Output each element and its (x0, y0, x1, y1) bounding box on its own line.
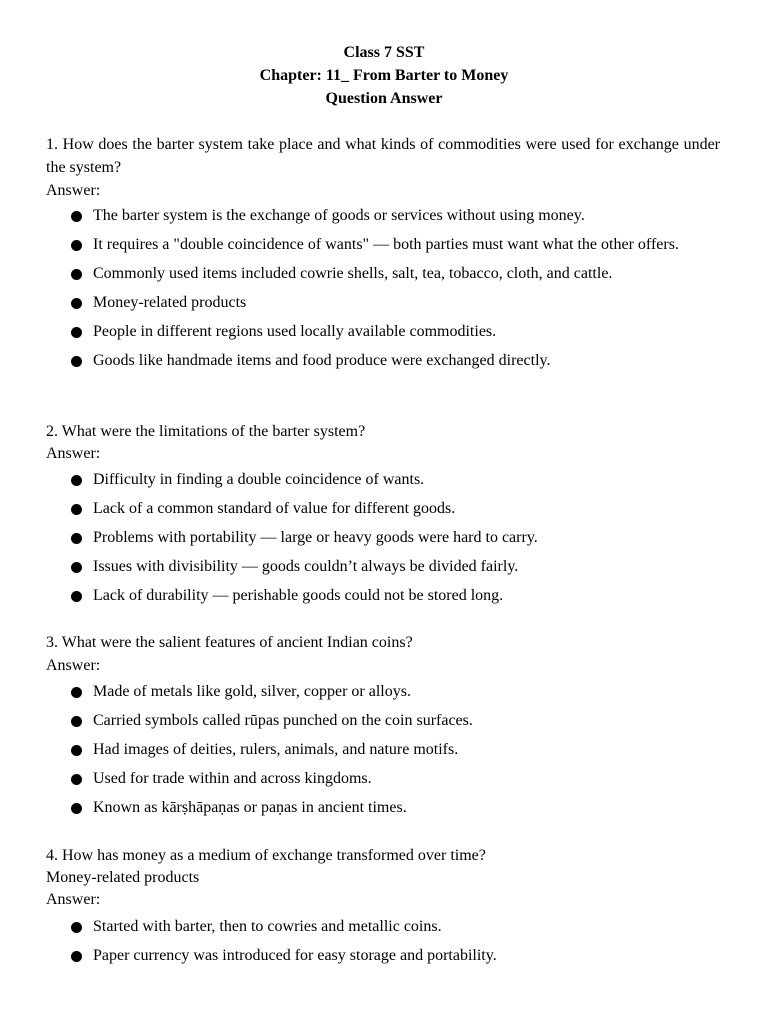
answer-list-3 (70, 680, 720, 825)
bullet-icon (71, 240, 82, 251)
bullet-icon (71, 475, 82, 486)
bullet-icon (71, 327, 82, 338)
bullet-icon (71, 716, 82, 727)
list-item: Lack of a common standard of value for different goods. (70, 497, 720, 521)
bullet-icon (71, 591, 82, 602)
list-item: It requires a "double coincidence of wants" — both parties must want what the other offers. (70, 233, 720, 257)
document-title: Class 7 SST (343, 44, 425, 61)
list-item: Paper currency was introduced for easy storage and portability. (70, 944, 720, 968)
answer-label-1: Answer: (46, 182, 101, 199)
list-item: Carried symbols called rūpas punched on the coin surfaces. (70, 709, 720, 733)
list-item: The barter system is the exchange of goods or services without using money. (70, 204, 720, 228)
chapter-title: Chapter: 11_ From Barter to Money (259, 67, 509, 84)
answer-list-1 (70, 204, 720, 378)
bullet-icon (71, 298, 82, 309)
list-item: Commonly used items included cowrie shells, salt, tea, tobacco, cloth, and cattle. (70, 262, 720, 286)
bullet-icon (71, 533, 82, 544)
list-item: Known as kārṣhāpaṇas or paṇas in ancient times. (70, 796, 720, 820)
list-item: Started with barter, then to cowries and metallic coins. (70, 915, 720, 939)
document-subtitle: Question Answer (325, 90, 443, 107)
bullet-icon (71, 211, 82, 222)
question-2: 2. What were the limitations of the barter system? (46, 423, 366, 440)
list-item: Used for trade within and across kingdoms. (70, 767, 720, 791)
bullet-icon (71, 745, 82, 756)
list-item: Difficulty in finding a double coincidence of wants. (70, 468, 720, 492)
answer-label-4: Answer: (46, 891, 101, 908)
bullet-icon (71, 562, 82, 573)
list-item: Made of metals like gold, silver, copper or alloys. (70, 680, 720, 704)
answer-list-4 (70, 915, 720, 973)
question-1: 1. How does the barter system take place and what kinds of commodities were used for exchange under the system? (46, 136, 720, 176)
bullet-icon (71, 356, 82, 367)
question-4: 4. How has money as a medium of exchange transformed over time? (46, 847, 486, 864)
bullet-icon (71, 269, 82, 280)
answer-label-3: Answer: (46, 657, 101, 674)
bullet-icon (71, 504, 82, 515)
extra-line-4: Money-related products (46, 869, 200, 886)
bullet-icon (71, 774, 82, 785)
list-item: Goods like handmade items and food produce were exchanged directly. (70, 349, 720, 373)
list-item: Money-related products (70, 291, 720, 315)
list-item: People in different regions used locally available commodities. (70, 320, 720, 344)
answer-label-2: Answer: (46, 445, 101, 462)
list-item: Issues with divisibility — goods couldn’t always be divided fairly. (70, 555, 720, 579)
bullet-icon (71, 922, 82, 933)
list-item: Had images of deities, rulers, animals, and nature motifs. (70, 738, 720, 762)
list-item: Problems with portability — large or heavy goods were hard to carry. (70, 526, 720, 550)
bullet-icon (71, 803, 82, 814)
question-3: 3. What were the salient features of ancient Indian coins? (46, 634, 413, 651)
bullet-icon (71, 687, 82, 698)
answer-list-2 (70, 468, 720, 613)
list-item: Lack of durability — perishable goods could not be stored long. (70, 584, 720, 608)
bullet-icon (71, 951, 82, 962)
